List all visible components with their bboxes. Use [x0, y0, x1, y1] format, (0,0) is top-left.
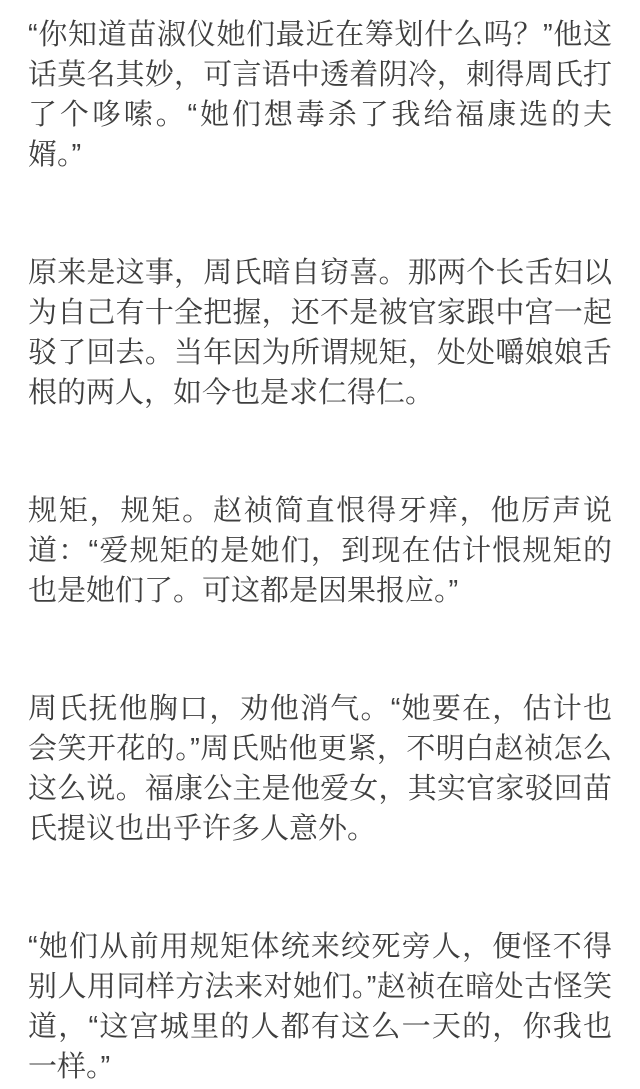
paragraph: “你知道苗淑仪她们最近在筹划什么吗？”他这话莫名其妙，可言语中透着阴冷，刺得周氏打了个哆嗦。“她们想毒杀了我给福康选的夫婿。” [28, 19, 612, 171]
paragraph: 周氏抚他胸口，劝他消气。“她要在，估计也会笑开花的。”周氏贴他更紧，不明白赵祯怎么这么说。福康公主是他爱女，其实官家驳回苗氏提议也出乎许多人意外。 [28, 693, 612, 845]
paragraph: 原来是这事，周氏暗自窃喜。那两个长舌妇以为自己有十全把握，还不是被官家跟中宫一起驳了回去。当年因为所谓规矩，处处嚼娘娘舌根的两人，如今也是求仁得仁。 [28, 257, 612, 409]
paragraph: “她们从前用规矩体统来绞死旁人，便怪不得别人用同样方法来对她们。”赵祯在暗处古怪笑道，“这宫城里的人都有这么一天的，你我也一样。” [28, 931, 612, 1083]
paragraph: 规矩，规矩。赵祯简直恨得牙痒，他厉声说道：“爱规矩的是她们，到现在估计恨规矩的也是她们了。可这都是因果报应。” [28, 495, 612, 607]
